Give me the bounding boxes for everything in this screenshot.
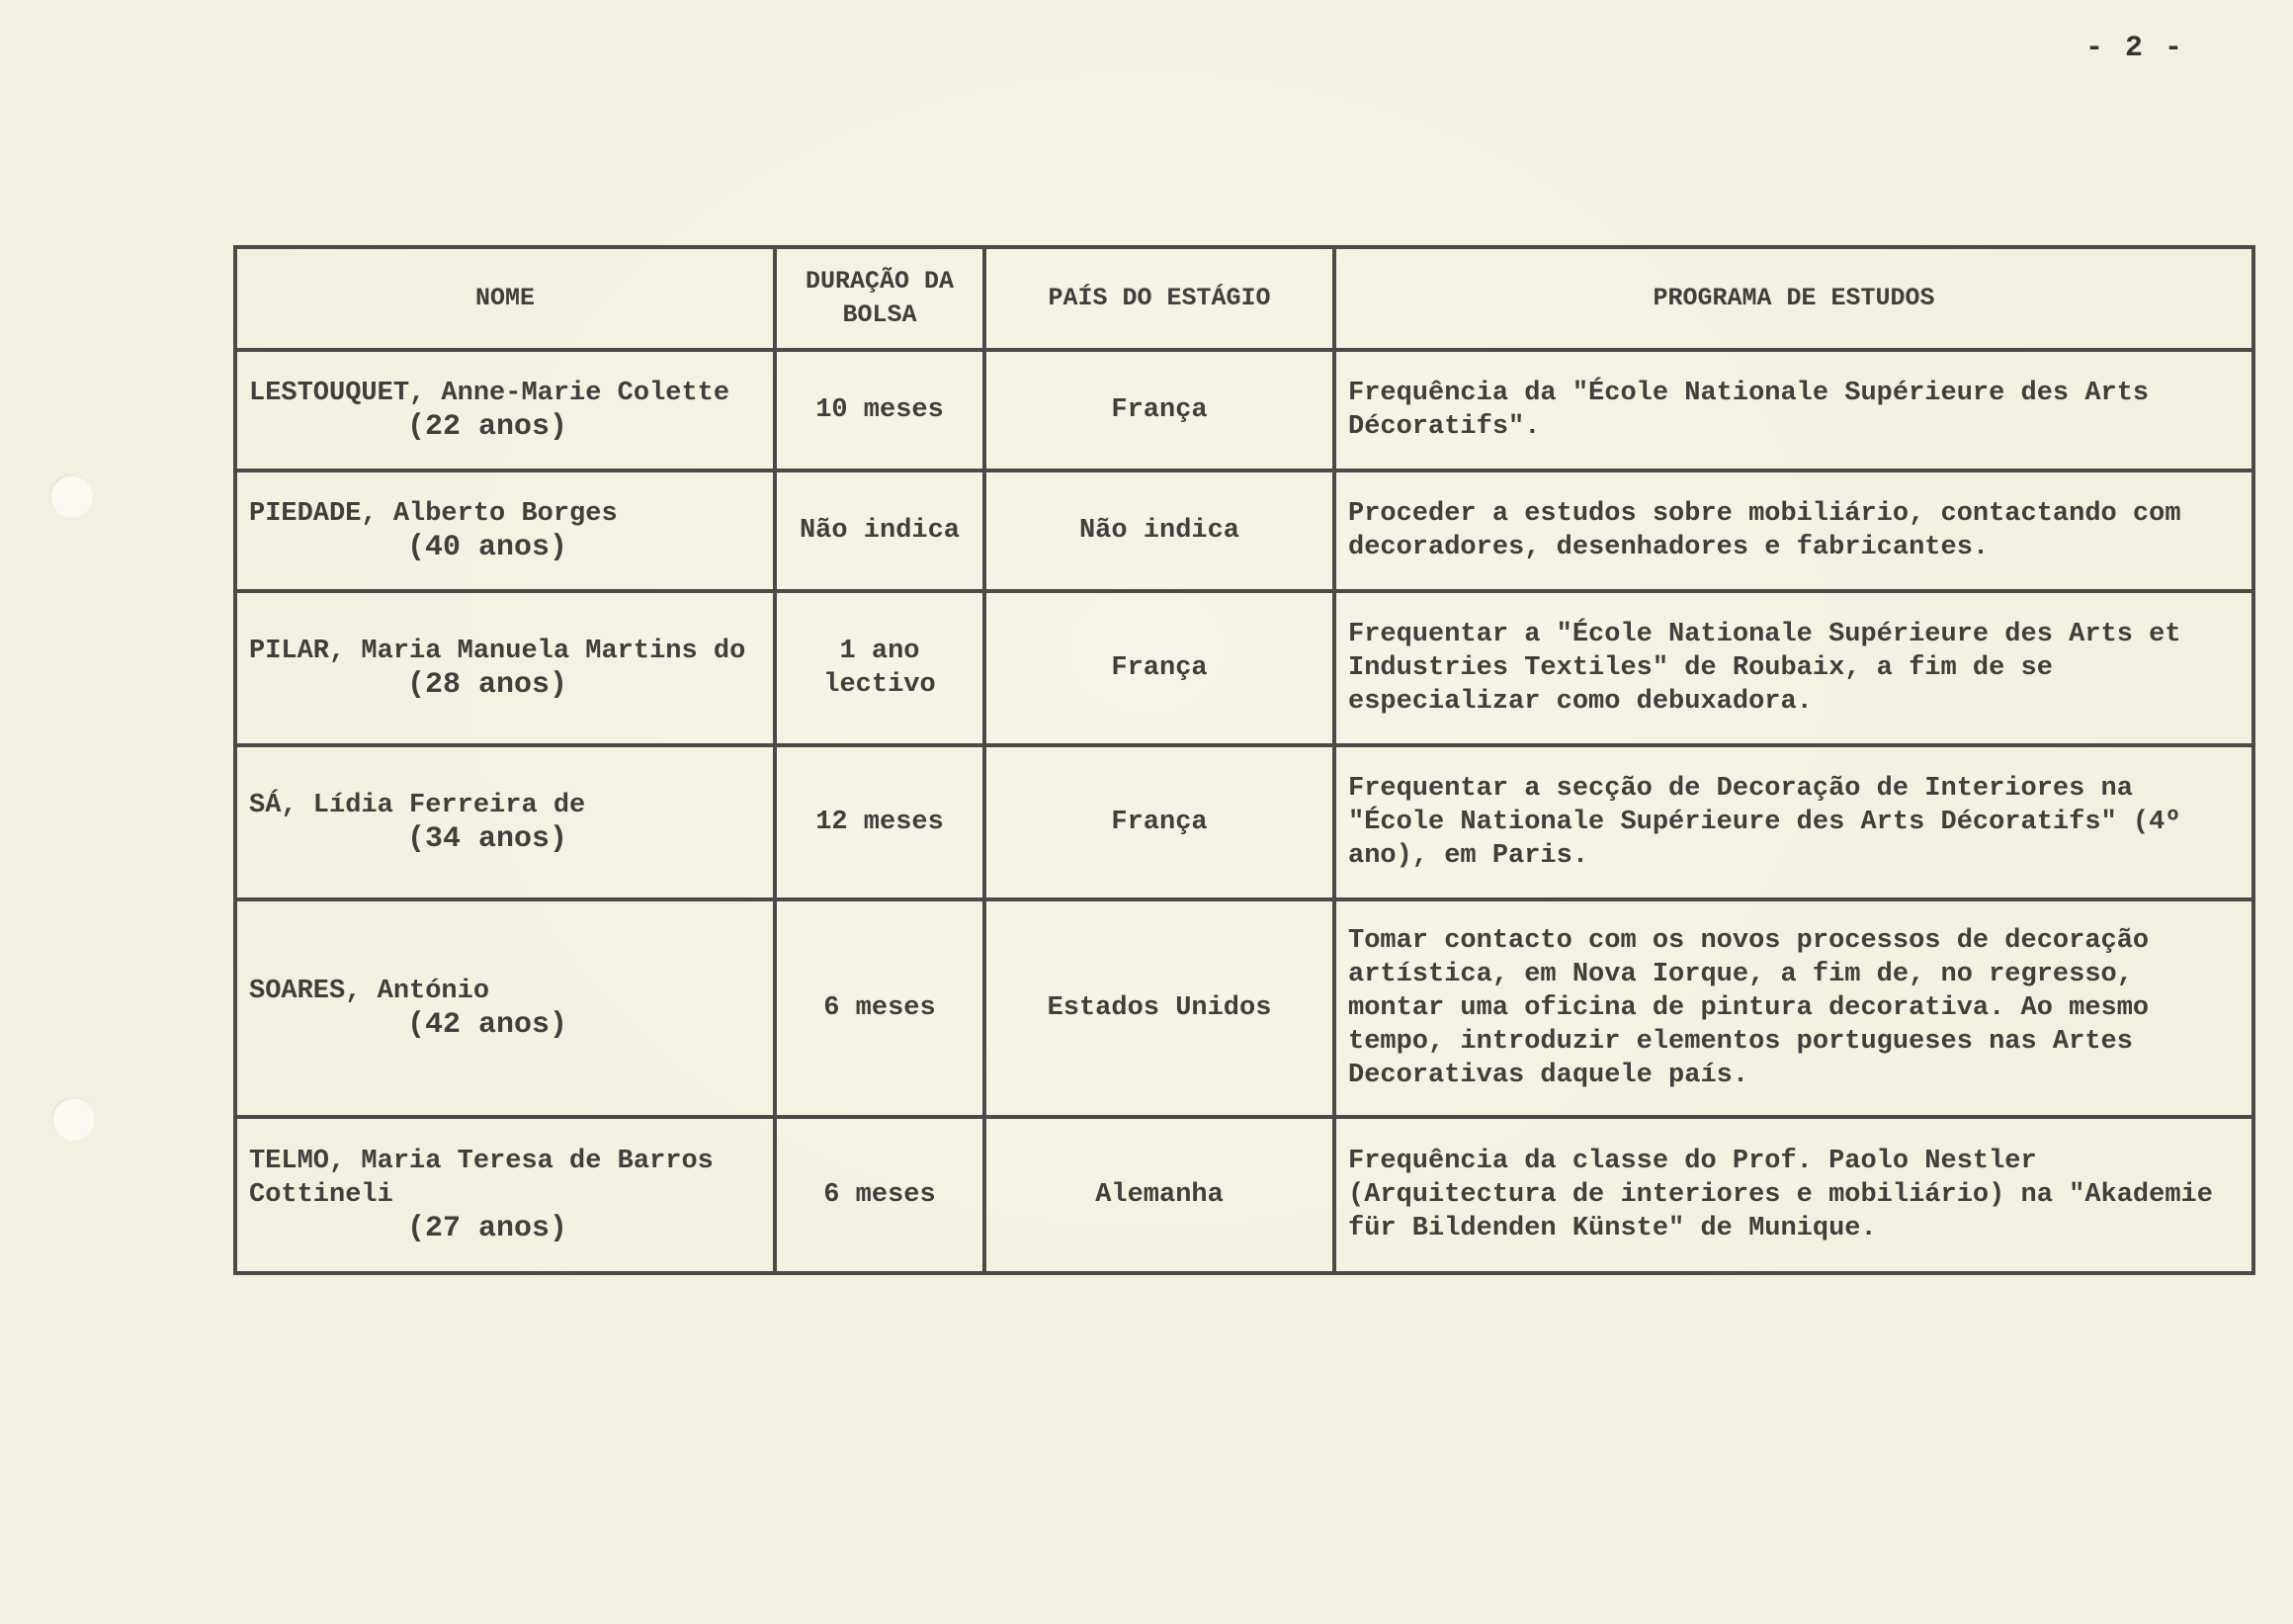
grants-table [233,245,2255,1275]
cell-name [235,1117,775,1273]
cell-name [235,899,775,1117]
cell-country: França [984,350,1334,470]
cell-name [235,745,775,899]
header-program: PROGRAMA DE ESTUDOS [1334,247,2253,350]
cell-duration: 12 meses [775,745,984,899]
cell-country: França [984,591,1334,745]
cell-country: Estados Unidos [984,899,1334,1117]
page-number: - 2 - [2084,32,2184,65]
cell-name [235,350,775,470]
cell-country: Não indica [984,470,1334,591]
header-country: PAÍS DO ESTÁGIO [984,247,1334,350]
cell-country: França [984,745,1334,899]
cell-duration: Não indica [775,470,984,591]
punch-hole [49,474,93,518]
cell-program: Proceder a estudos sobre mobiliário, contactando com decoradores, desenhadores e fabricantes. [1334,470,2253,591]
grantee-name: SOARES, António [249,977,490,1006]
cell-program: Frequência da "École Nationale Supérieure des Arts Décoratifs". [1334,350,2253,470]
table-row [235,470,2253,591]
cell-program: Frequência da classe do Prof. Paolo Nestler (Arquitectura de interiores e mobiliário) na "Akademie für Bildenden Künste" de Munique. [1334,1117,2253,1273]
grantee-name: PILAR, Maria Manuela Martins do [249,637,746,666]
table-row [235,591,2253,745]
table-row [235,350,2253,470]
cell-duration: 1 ano lectivo [775,591,984,745]
cell-duration: 6 meses [775,1117,984,1273]
table-row [235,899,2253,1117]
cell-duration: 10 meses [775,350,984,470]
grantee-age: (22 anos) [407,410,568,444]
table-row [235,745,2253,899]
grantee-name: LESTOUQUET, Anne-Marie Colette [249,379,730,408]
cell-program: Frequentar a secção de Decoração de Interiores na "École Nationale Supérieure des Arts Décoratifs" (4º ano), em Paris. [1334,745,2253,899]
header-name: NOME [235,247,775,350]
grantee-age: (27 anos) [407,1212,568,1245]
header-duration: DURAÇÃO DA BOLSA [775,247,984,350]
grantee-age: (42 anos) [407,1008,568,1042]
cell-program: Tomar contacto com os novos processos de decoração artística, em Nova Iorque, a fim de, no regresso, montar uma oficina de pintura decorativa. Ao mesmo tempo, introduzir elementos portugueses nas Artes Decorativas daquele país. [1334,899,2253,1117]
grantee-name: TELMO, Maria Teresa de Barros Cottineli [249,1147,714,1210]
punch-hole [51,1097,95,1141]
grantee-name: SÁ, Lídia Ferreira de [249,791,586,820]
grantee-name: PIEDADE, Alberto Borges [249,499,618,529]
grantee-age: (34 anos) [407,822,568,856]
grantee-age: (28 anos) [407,668,568,702]
cell-name [235,470,775,591]
cell-duration: 6 meses [775,899,984,1117]
grantee-age: (40 anos) [407,531,568,564]
cell-name [235,591,775,745]
table-row [235,1117,2253,1273]
cell-program: Frequentar a "École Nationale Supérieure des Arts et Industries Textiles" de Roubaix, a fim de se especializar como debuxadora. [1334,591,2253,745]
cell-country: Alemanha [984,1117,1334,1273]
table-header-row [235,247,2253,350]
